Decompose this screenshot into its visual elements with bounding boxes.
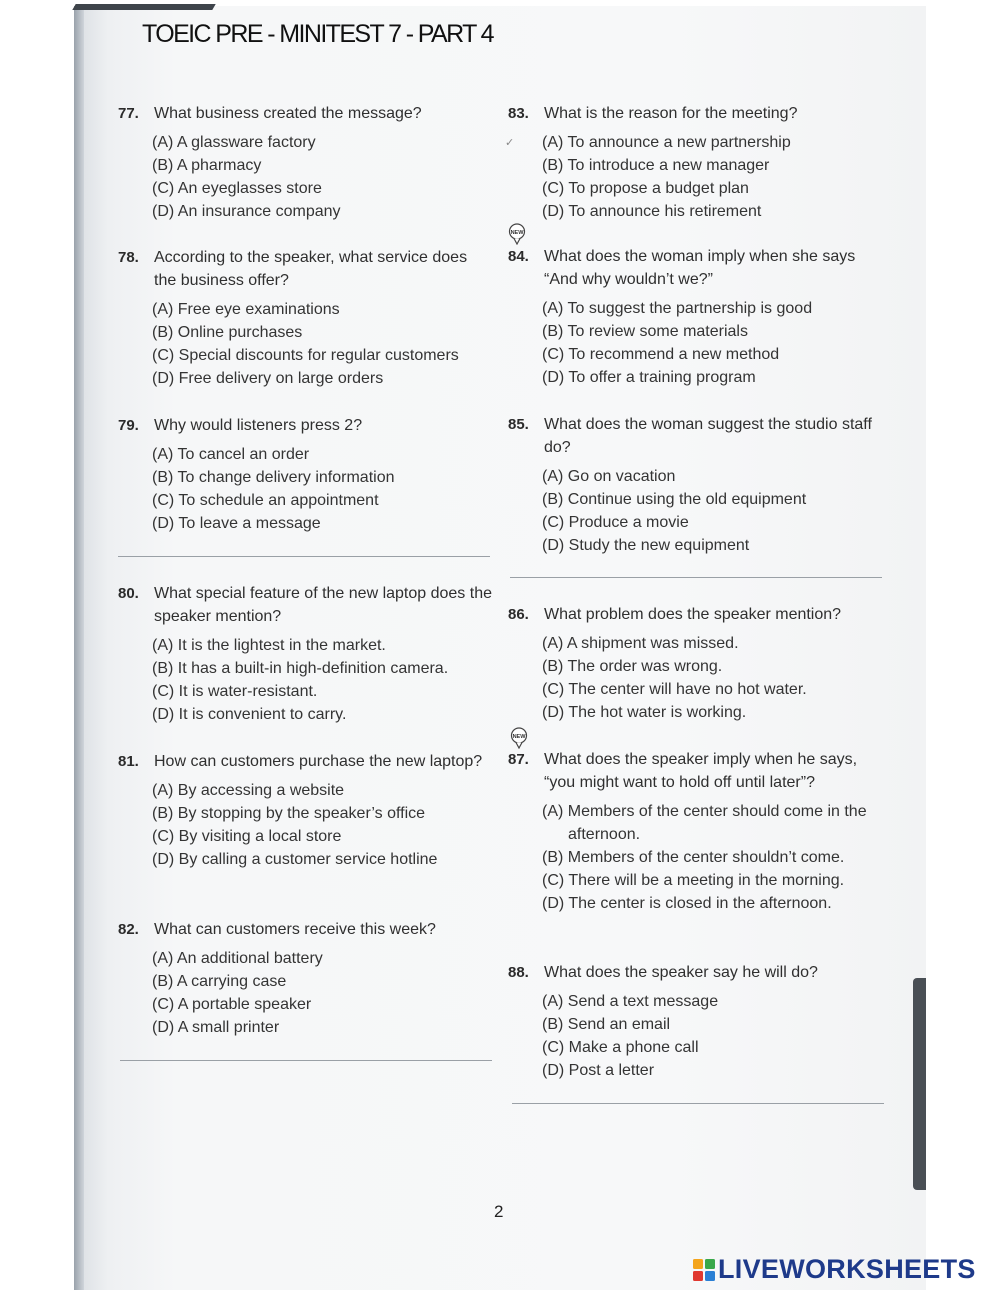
question-text: What can customers receive this week? (154, 921, 436, 938)
brand (692, 1254, 976, 1285)
option-c[interactable]: (C) Special discounts for regular customers (152, 347, 459, 364)
option-list (152, 947, 493, 1039)
option-c[interactable]: (C) It is water-resistant. (152, 683, 318, 700)
option-d[interactable]: (D) Study the new equipment (542, 537, 750, 554)
option-b[interactable]: (B) Send an email (542, 1016, 671, 1033)
option-list (542, 632, 888, 724)
option-c[interactable]: (C) To schedule an appointment (152, 492, 379, 509)
question-78 (118, 246, 493, 390)
question-79 (118, 414, 493, 535)
option-c[interactable]: (C) There will be a meeting in the morning. (542, 872, 845, 889)
option-d[interactable]: (D) A small printer (152, 1019, 280, 1036)
option-a[interactable]: (A) By accessing a website (152, 782, 345, 799)
option-c[interactable]: (C) Make a phone call (542, 1039, 699, 1056)
question-text: What special feature of the new laptop does the speaker mention? (154, 585, 492, 625)
page-title: TOEIC PRE - MINITEST 7 - PART 4 (142, 20, 493, 48)
option-b[interactable]: (B) Online purchases (152, 324, 303, 341)
option-list (152, 131, 493, 223)
option-list (152, 443, 493, 535)
question-84 (508, 245, 888, 389)
option-d[interactable]: (D) It is convenient to carry. (152, 706, 347, 723)
section-divider (512, 1103, 884, 1104)
option-b[interactable]: (B) To introduce a new manager (542, 157, 770, 174)
question-number: 88. (508, 964, 529, 981)
option-d[interactable]: (D) An insurance company (152, 203, 341, 220)
option-b[interactable]: (B) By stopping by the speaker’s office (152, 805, 426, 822)
option-d[interactable]: (D) Free delivery on large orders (152, 370, 384, 387)
question-text: What does the woman suggest the studio staff do? (544, 416, 872, 456)
section-divider (118, 556, 490, 557)
page-edge-tab (913, 978, 926, 1190)
question-81 (118, 750, 493, 871)
option-b[interactable]: (B) Members of the center shouldn’t come. (542, 849, 845, 866)
question-text: According to the speaker, what service does the business offer? (154, 249, 468, 289)
brand-name[interactable]: LIVEWORKSHEETS (718, 1254, 976, 1284)
option-b[interactable]: (B) A pharmacy (152, 157, 262, 174)
question-number: 78. (118, 249, 139, 266)
option-d[interactable]: (D) The hot water is working. (542, 704, 747, 721)
option-list (152, 634, 493, 726)
question-text: What does the speaker say he will do? (544, 964, 818, 981)
liveworksheets-logo-icon (692, 1258, 716, 1282)
option-a[interactable]: (A) Go on vacation (542, 468, 676, 485)
new-badge-icon (508, 223, 526, 245)
question-87 (508, 748, 888, 915)
option-list (152, 779, 493, 871)
option-c[interactable]: (C) To recommend a new method (542, 346, 780, 363)
option-c[interactable]: (C) Produce a movie (542, 514, 689, 531)
question-77 (118, 102, 493, 223)
option-a[interactable]: (A) To suggest the partnership is good (542, 300, 813, 317)
option-list (542, 990, 888, 1082)
new-badge-label: NEW (512, 733, 526, 740)
page-number: 2 (494, 1202, 504, 1221)
question-text: What does the speaker imply when he says, “you might want to hold off until later”? (544, 751, 858, 791)
option-c[interactable]: (C) The center will have no hot water. (542, 681, 807, 698)
option-d[interactable]: (D) Post a letter (542, 1062, 655, 1079)
option-list (542, 465, 888, 557)
option-b[interactable]: (B) To change delivery information (152, 469, 395, 486)
question-83 (508, 102, 888, 223)
option-c[interactable]: (C) By visiting a local store (152, 828, 342, 845)
question-85 (508, 413, 888, 557)
new-badge-label: NEW (510, 229, 524, 236)
question-number: 81. (118, 753, 139, 770)
page-binding-shadow (74, 6, 84, 1290)
question-text: What does the woman imply when she says “And why wouldn’t we?” (544, 248, 856, 288)
question-number: 80. (118, 585, 139, 602)
page-corner-shadow (72, 4, 215, 10)
scan-margin (0, 0, 74, 1294)
question-number: 82. (118, 921, 139, 938)
question-80 (118, 582, 493, 726)
option-a[interactable]: (A) Send a text message (542, 993, 719, 1010)
question-number: 86. (508, 606, 529, 623)
section-divider (510, 577, 882, 578)
option-list (152, 298, 493, 390)
question-number: 85. (508, 416, 529, 433)
option-c[interactable]: (C) To propose a budget plan (542, 180, 749, 197)
section-divider (120, 1060, 492, 1061)
question-number: 79. (118, 417, 139, 434)
question-text: What is the reason for the meeting? (544, 105, 798, 122)
question-number: 87. (508, 751, 529, 768)
option-list (542, 800, 888, 915)
option-a[interactable]: (A) To announce a new partnership (542, 134, 791, 151)
question-text: What business created the message? (154, 105, 422, 122)
option-b[interactable]: (B) To review some materials (542, 323, 748, 340)
option-c[interactable]: (C) An eyeglasses store (152, 180, 322, 197)
question-86 (508, 603, 888, 724)
option-b[interactable]: (B) The order was wrong. (542, 658, 723, 675)
option-d[interactable]: (D) The center is closed in the afternoon. (542, 895, 832, 912)
option-list (542, 131, 888, 223)
option-list (542, 297, 888, 389)
question-number: 77. (118, 105, 139, 122)
question-number: 84. (508, 248, 529, 265)
question-text: How can customers purchase the new laptop? (154, 753, 483, 770)
option-d[interactable]: (D) To leave a message (152, 515, 321, 532)
option-b[interactable]: (B) Continue using the old equipment (542, 491, 807, 508)
option-b[interactable]: (B) It has a built-in high-definition camera. (152, 660, 449, 677)
option-d[interactable]: (D) By calling a customer service hotline (152, 851, 438, 868)
option-a[interactable]: (A) A glassware factory (152, 134, 316, 151)
option-c[interactable]: (C) A portable speaker (152, 996, 312, 1013)
option-d[interactable]: (D) To offer a training program (542, 369, 756, 386)
question-text: Why would listeners press 2? (154, 417, 363, 434)
question-number: 83. (508, 105, 529, 122)
option-d[interactable]: (D) To announce his retirement (542, 203, 762, 220)
option-a[interactable]: (A) Members of the center should come in the afternoon. (542, 803, 867, 843)
option-a[interactable]: (A) It is the lightest in the market. (152, 637, 386, 654)
pen-mark: ✓ (505, 137, 515, 149)
question-82 (118, 918, 493, 1039)
question-text: What problem does the speaker mention? (544, 606, 842, 623)
option-a[interactable]: (A) An additional battery (152, 950, 323, 967)
question-88 (508, 961, 888, 1082)
option-b[interactable]: (B) A carrying case (152, 973, 287, 990)
new-badge-icon (510, 727, 528, 749)
option-a[interactable]: (A) To cancel an order (152, 446, 310, 463)
option-a[interactable]: (A) Free eye examinations (152, 301, 340, 318)
option-a[interactable]: (A) A shipment was missed. (542, 635, 739, 652)
